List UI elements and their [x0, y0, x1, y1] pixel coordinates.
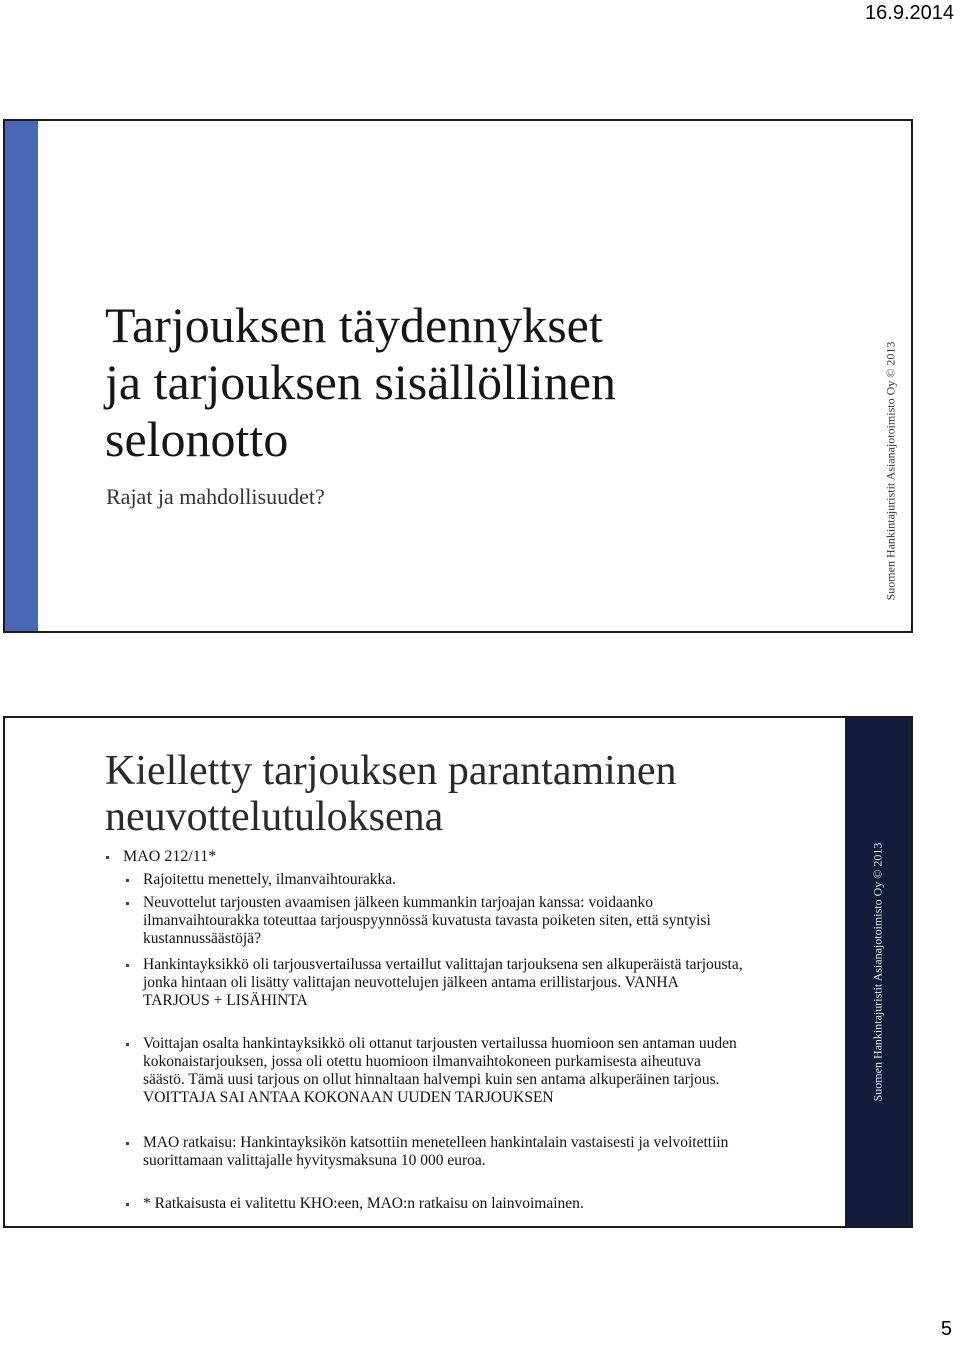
page-number: 5	[940, 1318, 952, 1340]
slide-1-subtitle: Rajat ja mahdollisuudet?	[106, 484, 325, 509]
bullet-text: MAO ratkaisu: Hankintayksikön katsottiin menetelleen hankintalain vastaisesti ja velvoitettiin suorittamaan valittajalle hyvitysmaksuna 10 000 euroa.	[143, 1134, 729, 1169]
bullet-level-2	[129, 894, 745, 948]
bullet-level-2	[129, 1134, 745, 1170]
bullet-level-2	[129, 1035, 745, 1107]
slide-1	[3, 119, 913, 633]
slide-2	[3, 716, 913, 1228]
bullet-text: Neuvottelut tarjousten avaamisen jälkeen kummankin tarjoajan kanssa: voidaanko ilmanvaihtourakka toteuttaa tarjouspyynnössä kuvatusta tavasta poiketen siten, että syntyisi kustannussäästöjä?	[143, 894, 711, 947]
slide-1-title	[105, 297, 825, 468]
accent-bar	[5, 121, 38, 631]
slide-1-footer	[879, 321, 903, 621]
bullet-level-2	[129, 871, 745, 889]
slide-2-title	[105, 748, 825, 840]
slide-1-title-line: Tarjouksen täydennykset	[105, 297, 603, 353]
bullet-text: MAO 212/11*	[123, 848, 217, 865]
slide-2-footer-text: Suomen Hankintajuristit Asianajotoimisto Oy © 2013	[870, 842, 885, 1102]
bullet-text: Rajoitettu menettely, ilmanvaihtourakka.	[143, 871, 396, 888]
page-date: 16.9.2014	[865, 2, 954, 24]
slide-2-title-line: Kielletty tarjouksen parantaminen	[105, 748, 677, 794]
bullet-text: Voittajan osalta hankintayksikkö oli ottanut tarjousten vertailussa huomioon sen antaman uuden kokonaistarjouksen, jossa oli otettu huomioon ilmanvaihtokoneen purkamisesta aiheutuva säästö. Tämä uusi tarjous on ollut hinnaltaan halvempi kuin sen antama alkuperäinen tarjous. VOITTAJA SAI ANTAA KOKONAAN UUDEN TARJOUKSEN	[143, 1035, 737, 1106]
bullet-level-2	[129, 956, 745, 1010]
bullet-level-2	[129, 1195, 745, 1213]
bullet-level-1	[109, 848, 829, 866]
slide-1-title-line: selonotto	[105, 411, 289, 467]
slide-2-title-line: neuvottelutuloksena	[105, 794, 444, 840]
bullet-text: Hankintayksikkö oli tarjousvertailussa vertaillut valittajan tarjouksena sen alkuperäistä tarjousta, jonka hintaan oli lisätty valittajan neuvottelujen jälkeen antama erillistarjous. VANHA TARJOUS + LISÄHINTA	[143, 956, 743, 1009]
slide-1-footer-text: Suomen Hankintajuristit Asianajotoimisto Oy © 2013	[883, 341, 898, 601]
slide-1-title-line: ja tarjouksen sisällöllinen	[105, 354, 617, 410]
slide-2-side-bar	[845, 718, 911, 1226]
bullet-text: * Ratkaisusta ei valitettu KHO:een, MAO:n ratkaisu on lainvoimainen.	[143, 1195, 584, 1212]
